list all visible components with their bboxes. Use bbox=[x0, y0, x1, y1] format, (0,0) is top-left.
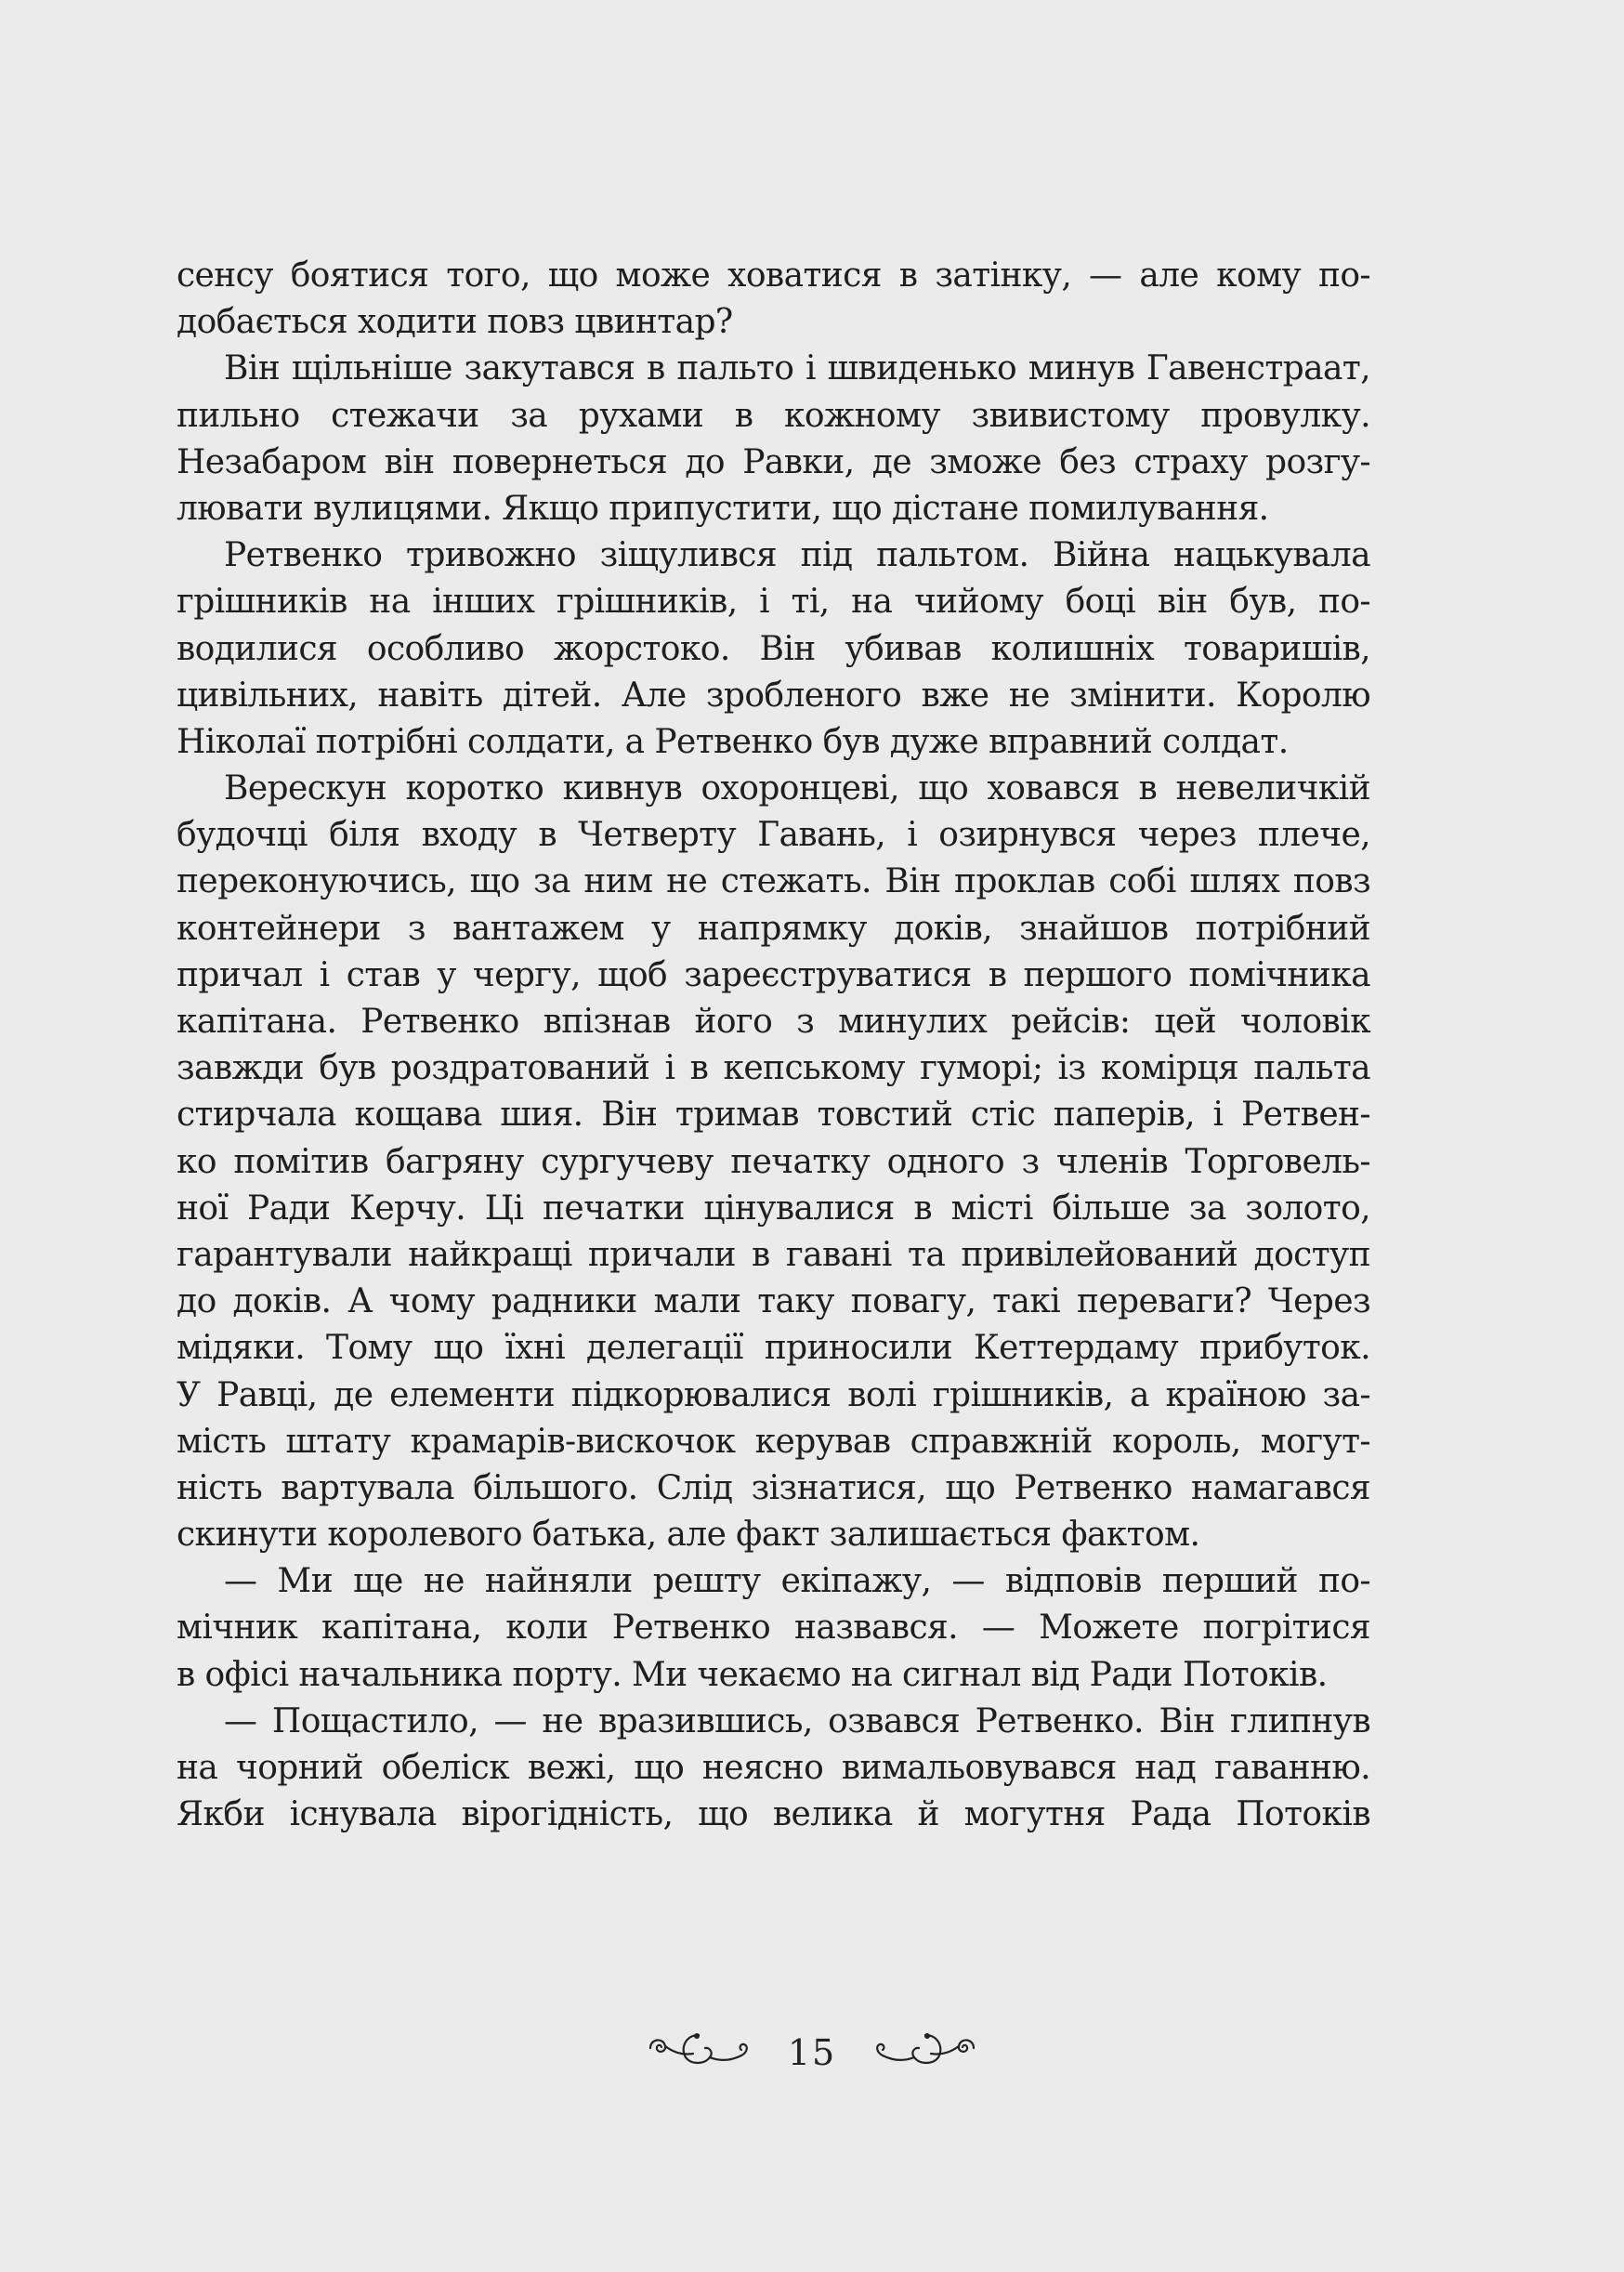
text-line: гарантували найкращі причали в гавані та привілейований доступ bbox=[177, 1235, 1370, 1274]
body-text bbox=[177, 253, 1370, 1838]
text-line: переконуючись, що за ним не стежать. Він проклав собі шлях повз bbox=[177, 862, 1370, 901]
text-line: контейнери з вантажем у напрямку доків, знайшов потрібний bbox=[177, 909, 1370, 948]
text-line: капітана. Ретвенко впізнав його з минулих рейсів: цей чоловік bbox=[177, 1003, 1370, 1041]
text-line: Якби існувала вірогідність, що велика й могутня Рада Потоків bbox=[177, 1795, 1370, 1834]
text-line: завжди був роздратований і в кепському гуморі; із комірця пальта bbox=[177, 1049, 1370, 1088]
text-line: на чорний обеліск вежі, що неясно вимальовувався над гаванню. bbox=[177, 1749, 1370, 1787]
text-line: будочці біля входу в Четверту Гавань, і озирнувся через плече, bbox=[177, 816, 1370, 855]
text-line: мідяки. Тому що їхні делегації приносили Кеттердаму прибуток. bbox=[177, 1329, 1370, 1368]
text-line: лювати вулицями. Якщо припустити, що дістане помилування. bbox=[177, 489, 1269, 528]
page-number: 15 bbox=[787, 2031, 837, 2073]
text-line: Незабаром він повернеться до Равки, де зможе без страху розгу- bbox=[177, 442, 1370, 481]
text-line: до доків. А чому радники мали таку повагу, такі переваги? Через bbox=[177, 1282, 1370, 1321]
text-line: добається ходити повз цвинтар? bbox=[177, 303, 733, 342]
text-line: Верескун коротко кивнув охоронцеві, що ховався в невеличкій bbox=[224, 769, 1370, 808]
text-line: скинути королевого батька, але факт залишається фактом. bbox=[177, 1516, 1200, 1555]
text-line: мість штату крамарів-вискочок керував справжній король, могут- bbox=[177, 1422, 1370, 1461]
text-line: водилися особливо жорстоко. Він убивав колишніх товаришів, bbox=[177, 629, 1370, 668]
text-line: цивільних, навіть дітей. Але зробленого вже не змінити. Королю bbox=[177, 676, 1370, 715]
text-line: У Равці, де елементи підкорювалися волі грішників, а країною за- bbox=[177, 1375, 1370, 1414]
text-line: сенсу боятися того, що може ховатися в затінку, — але кому по- bbox=[177, 256, 1370, 295]
text-line: ної Ради Керчу. Ці печатки цінувалися в місті більше за золото, bbox=[177, 1189, 1370, 1228]
text-line: Ретвенко тривожно зіщулився під пальтом. Війна нацькувала bbox=[224, 536, 1370, 575]
right-flourish-icon bbox=[868, 2028, 979, 2077]
text-line: мічник капітана, коли Ретвенко назвався. — Можете погрітися bbox=[177, 1609, 1370, 1648]
text-line: — Ми ще не найняли решту екіпажу, — відповів перший по- bbox=[224, 1562, 1370, 1601]
page-footer bbox=[0, 2028, 1624, 2083]
text-line: стирчала кощава шия. Він тримав товстий стіс паперів, і Ретвен- bbox=[177, 1096, 1370, 1135]
text-line: — Пощастило, — не вразившись, озвався Ретвенко. Він глипнув bbox=[224, 1701, 1370, 1740]
text-line: причал і став у чергу, щоб зареєструватися в першого помічника bbox=[177, 955, 1370, 994]
text-line: Він щільніше закутався в пальто і швиденько минув Гавенстраат, bbox=[224, 349, 1370, 388]
text-line: грішників на інших грішників, і ті, на чийому боці він був, по- bbox=[177, 583, 1370, 622]
text-line: ність вартувала більшого. Слід зізнатися, що Ретвенко намагався bbox=[177, 1468, 1370, 1507]
text-line: пильно стежачи за рухами в кожному звивистому провулку. bbox=[177, 396, 1370, 435]
text-line: ко помітив багряну сургучеву печатку одного з членів Торговель- bbox=[177, 1142, 1370, 1181]
text-line: в офісі начальника порту. Ми чекаємо на сигнал від Ради Потоків. bbox=[177, 1655, 1328, 1694]
text-line: Ніколаї потрібні солдати, а Ретвенко був дуже вправний солдат. bbox=[177, 722, 1289, 761]
left-flourish-icon bbox=[645, 2028, 756, 2077]
